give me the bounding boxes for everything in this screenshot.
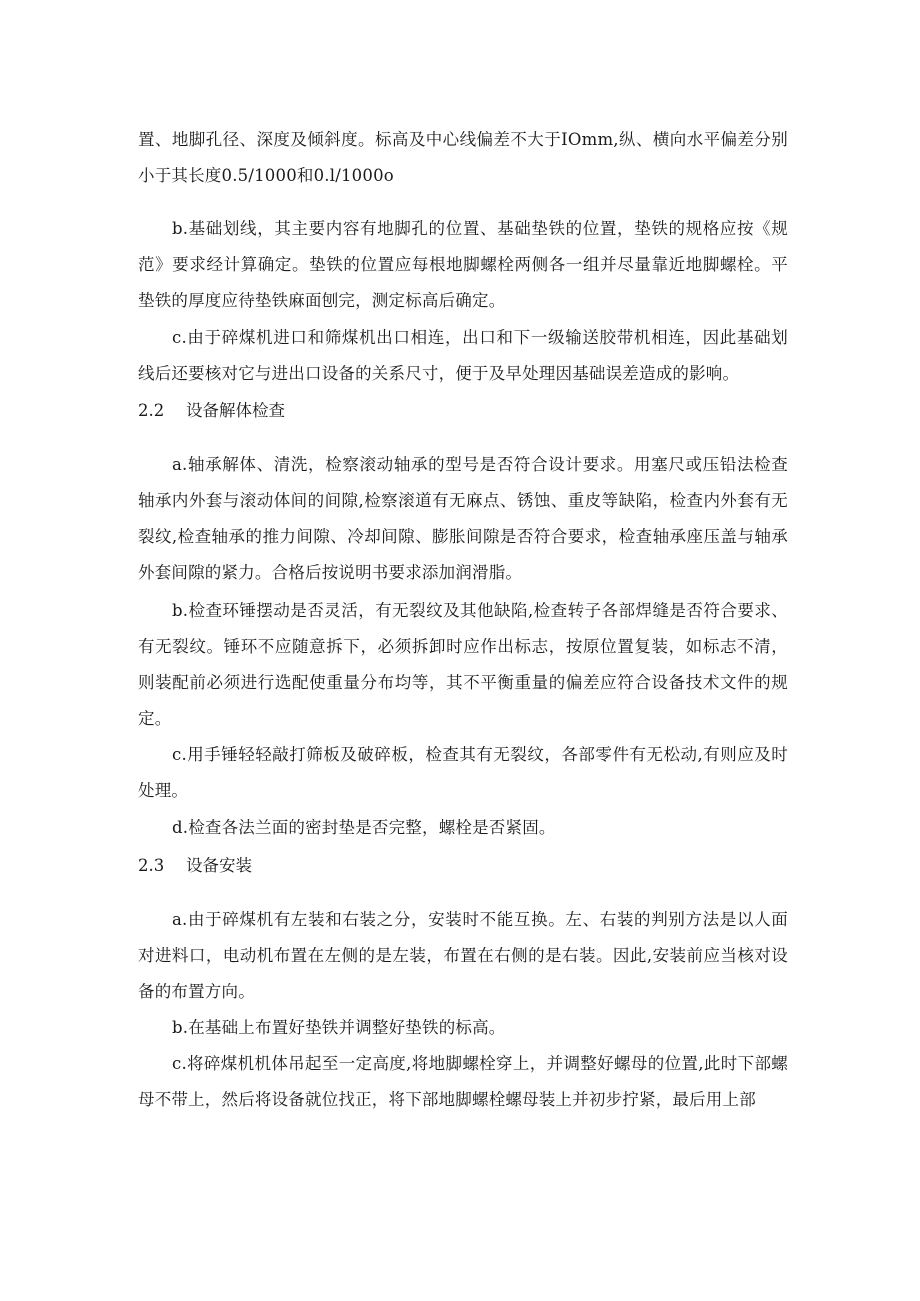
paragraph-b-foundation-marking: b.基础划线，其主要内容有地脚孔的位置、基础垫铁的位置，垫铁的规格应按《规范》要求经计算确定。垫铁的位置应每根地脚螺栓两侧各一组并尽量靠近地脚螺栓。平垫铁的厚度应待垫铁麻面刨完，测定标高后确定。	[138, 219, 788, 310]
paragraph-a-left-right-assembly: a.由于碎煤机有左装和右装之分，安装时不能互换。左、右装的判别方法是以人面对进料口，电动机布置在左侧的是左装，布置在右侧的是右装。因此,安装前应当核对设备的布置方向。	[138, 910, 788, 1001]
paragraph-b-shim-placement: b.在基础上布置好垫铁并调整好垫铁的标高。	[172, 1018, 506, 1037]
paragraph-c-inlet-outlet-check: c.由于碎煤机进口和筛煤机出口相连，出口和下一级输送胶带机相连，因此基础划线后还要核对它与进出口设备的关系尺寸，便于及早处理因基础误差造成的影响。	[138, 328, 788, 383]
paragraph-c-screen-plate-check: c.用手锤轻轻敲打筛板及破碎板，检查其有无裂纹，各部零件有无松动,有则应及时处理。	[138, 745, 788, 800]
paragraph-a-bearing-inspection: a.轴承解体、清洗，检察滚动轴承的型号是否符合设计要求。用塞尺或压铅法检查轴承内外套与滚动体间的间隙,检察滚道有无麻点、锈蚀、重皮等缺陷，检查内外套有无裂纹,检查轴承的推力间隙、冷却间隙、膨胀间隙是否符合要求，检查轴承座压盖与轴承外套间隙的紧力。合格后按说明书要求添加润滑脂。	[138, 455, 788, 582]
paragraph-d-flange-seal-check: d.检查各法兰面的密封垫是否完整，螺栓是否紧固。	[172, 818, 556, 837]
section-title: 设备安装	[186, 856, 252, 875]
section-heading-2-2	[138, 393, 285, 429]
paragraph-foundation-tolerance: 置、地脚孔径、深度及倾斜度。标高及中心线偏差不大于IOmm,纵、横向水平偏差分别小于其长度0.5/1000和0.l/1000o	[138, 130, 788, 185]
paragraph-b-hammer-inspection: b.检查环锤摆动是否灵活，有无裂纹及其他缺陷,检查转子各部焊缝是否符合要求、有无裂纹。锤环不应随意拆下，必须拆卸时应作出标志，按原位置复装，如标志不清，则装配前必须进行选配使重量分布均等，其不平衡重量的偏差应符合设备技术文件的规定。	[138, 601, 788, 728]
section-number: 2.2	[138, 401, 165, 420]
paragraph-c-machine-positioning: c.将碎煤机机体吊起至一定高度,将地脚螺栓穿上，并调整好螺母的位置,此时下部螺母不带上，然后将设备就位找正，将下部地脚螺栓螺母装上并初步拧紧，最后用上部	[138, 1054, 788, 1109]
section-heading-2-3	[138, 848, 252, 884]
section-number: 2.3	[138, 856, 165, 875]
section-title: 设备解体检查	[186, 401, 285, 420]
